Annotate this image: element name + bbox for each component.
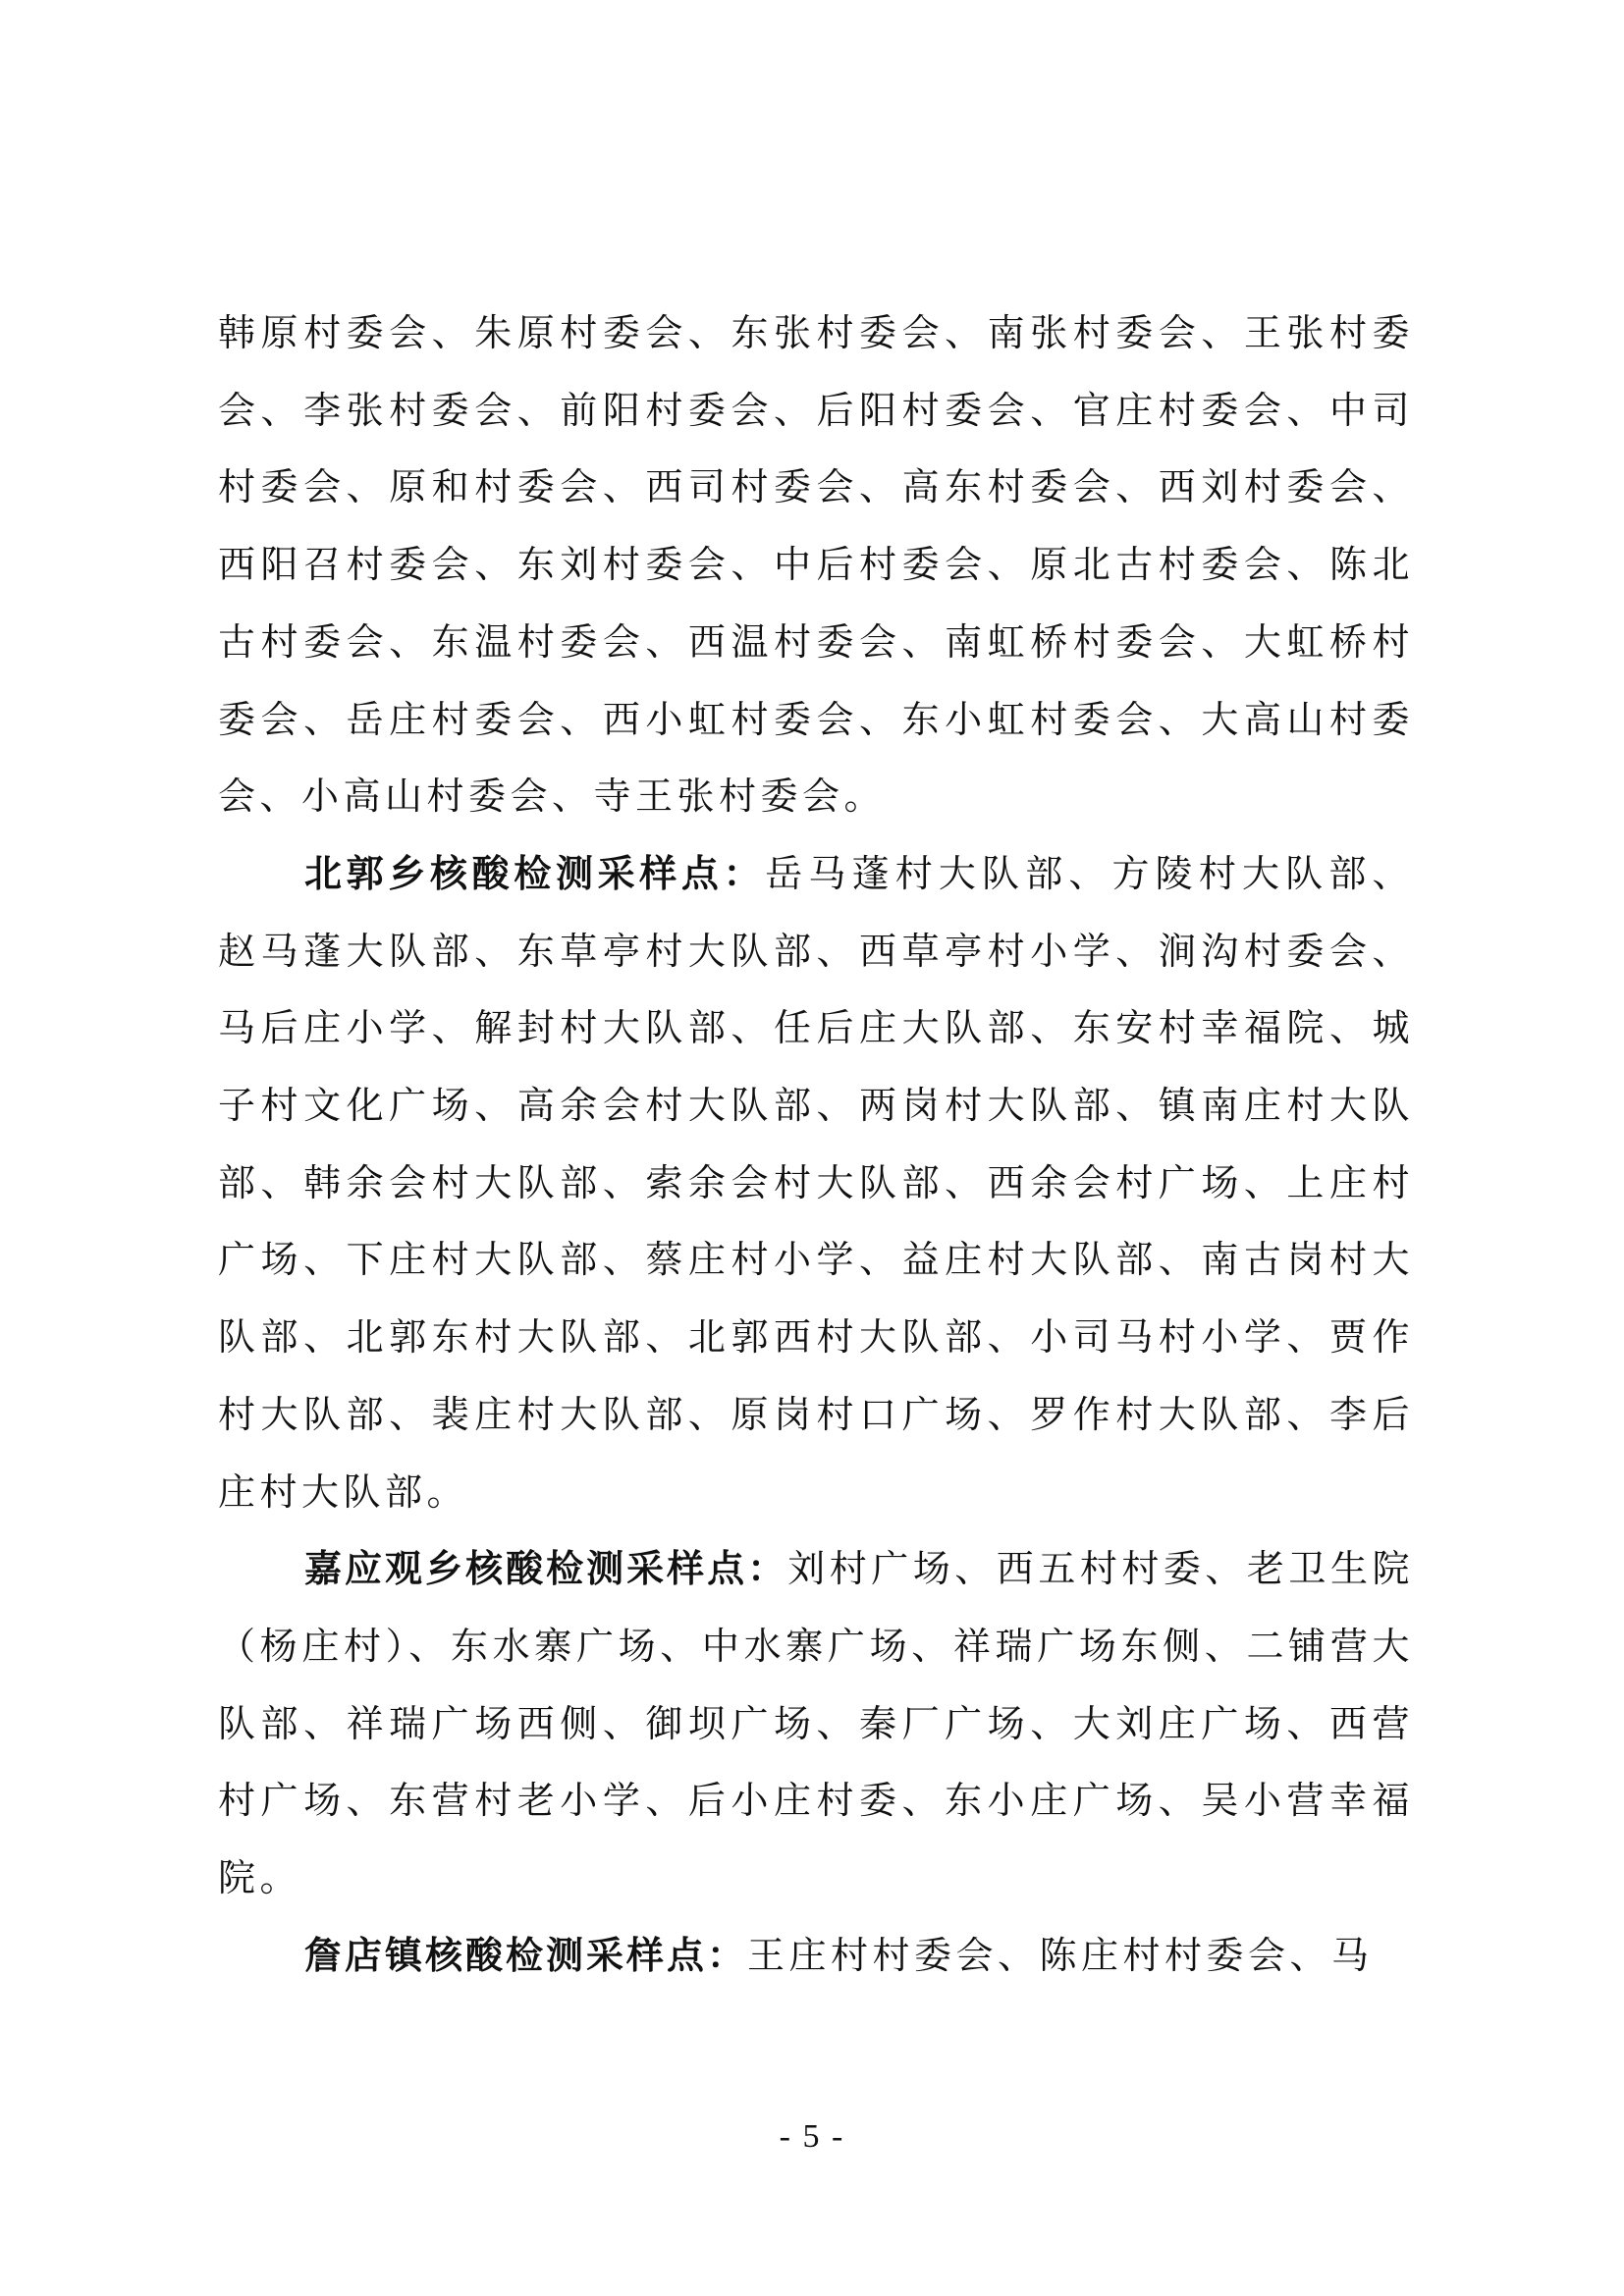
paragraph-zhandian — [218, 1917, 1414, 1995]
page-number: - 5 - — [779, 2118, 845, 2155]
paragraph-beiguo — [218, 835, 1414, 1530]
paragraph-wuzhi-continued — [218, 294, 1414, 835]
paragraph-text: 韩原村委会、朱原村委会、东张村委会、南张村委会、王张村委会、李张村委会、前阳村委会、后阳村委会、官庄村委会、中司村委会、原和村委会、西司村委会、高东村委会、西刘村委会、西阳召村委会、东刘村委会、中后村委会、原北古村委会、陈北古村委会、东温村委会、西温村委会、南虹桥村委会、大虹桥村委会、岳庄村委会、西小虹村委会、东小虹村委会、大高山村委会、小高山村委会、寺王张村委会。 — [218, 311, 1414, 819]
document-body — [218, 294, 1414, 1994]
section-heading-zhandian: 詹店镇核酸检测采样点： — [304, 1933, 748, 1977]
section-heading-beiguo: 北郭乡核酸检测采样点： — [304, 851, 766, 895]
section-heading-jiayingguan: 嘉应观乡核酸检测采样点： — [304, 1547, 788, 1591]
paragraph-text: 岳马蓬村大队部、方陵村大队部、赵马蓬大队部、东草亭村大队部、西草亭村小学、涧沟村委会、马后庄小学、解封村大队部、任后庄大队部、东安村幸福院、城子村文化广场、高余会村大队部、两岗村大队部、镇南庄村大队部、韩余会村大队部、索余会村大队部、西余会村广场、上庄村广场、下庄村大队部、蔡庄村小学、益庄村大队部、南古岗村大队部、北郭东村大队部、北郭西村大队部、小司马村小学、贾作村大队部、裴庄村大队部、原岗村口广场、罗作村大队部、李后庄村大队部。 — [218, 851, 1414, 1514]
paragraph-text: 王庄村村委会、陈庄村村委会、马 — [747, 1933, 1374, 1977]
paragraph-jiayingguan — [218, 1530, 1414, 1917]
paragraph-text: 刘村广场、西五村村委、老卫生院（杨庄村）、东水寨广场、中水寨广场、祥瑞广场东侧、二铺营大队部、祥瑞广场西侧、御坝广场、秦厂广场、大刘庄广场、西营村广场、东营村老小学、后小庄村委、东小庄广场、吴小营幸福院。 — [218, 1547, 1414, 1900]
